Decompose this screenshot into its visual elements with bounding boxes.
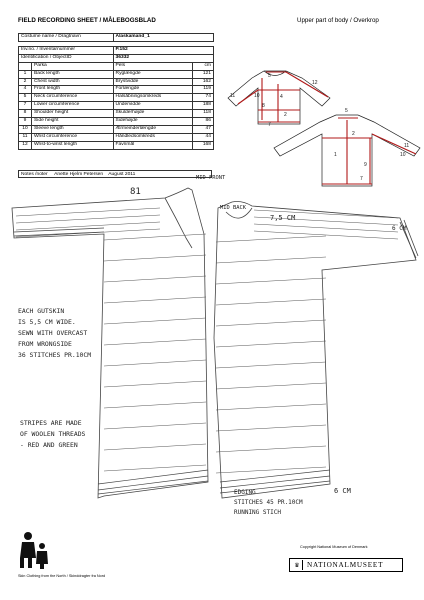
front-stripe	[104, 381, 206, 387]
back-measure-label: 2	[352, 131, 355, 137]
back-measure-label: 5	[345, 108, 348, 114]
back-width-label: 7,5 CM	[270, 214, 296, 222]
back-stripe	[216, 341, 326, 347]
inv-value: P.152	[113, 46, 213, 54]
stripes-note: STRIPES ARE MADE OF WOOLEN THREADS - RED AND GREEN	[20, 419, 86, 449]
cell-en: Lower circumference	[32, 102, 114, 110]
front-stripe	[104, 297, 206, 303]
logo-text: NATIONALMUSEET	[307, 561, 384, 569]
inv-label: Inv.no. / Inventarnummer	[19, 46, 114, 54]
table-row	[19, 94, 214, 102]
sleeve-stripe	[254, 224, 398, 232]
notes-date: August 2011	[108, 172, 136, 177]
cell-no: 10	[19, 125, 32, 133]
copyright-text: Copyright National Museum of Denmark	[300, 545, 368, 549]
notes-row	[18, 170, 212, 178]
cell-cm: 188	[193, 102, 214, 110]
cell-da: Brystvidde	[113, 78, 193, 86]
cell-cm: 168	[193, 141, 214, 149]
cell-da: Sidehøjde	[113, 118, 193, 126]
front-measure-label: 4	[280, 94, 283, 100]
table-row	[19, 125, 214, 133]
cell-da: Håndledsomkreds	[113, 133, 193, 141]
cell-da: Ryglængde	[113, 70, 193, 78]
back-stripe	[216, 299, 326, 305]
notes-label: Notes /noter	[21, 172, 48, 177]
front-stripe	[104, 318, 206, 324]
back-stripe	[216, 425, 326, 431]
cell-cm: 86	[193, 118, 214, 126]
front-measure-label: 5	[268, 73, 271, 79]
cell-da: Undervidde	[113, 102, 193, 110]
table-row	[19, 102, 214, 110]
cell-en: Front length	[32, 86, 114, 94]
back-stripe	[216, 236, 326, 242]
back-measure-label: 9	[364, 162, 367, 168]
front-measure-label: 12	[312, 80, 318, 86]
sheet-title: FIELD RECORDING SHEET / MÅLEBOGSBLAD	[18, 17, 156, 24]
table-row	[19, 118, 214, 126]
front-hood-edge	[165, 198, 192, 248]
front-measure-label: 10	[254, 93, 260, 99]
section-title: Upper part of body / Overkrop	[297, 17, 379, 24]
table-row	[19, 110, 214, 118]
cell-en: Sleeve length	[32, 125, 114, 133]
cell-en: Wrist-to-wrist length	[32, 141, 114, 149]
table-row	[19, 70, 214, 78]
edge-width-label: 6 CM	[334, 487, 351, 495]
sleeve-stripe	[16, 208, 160, 216]
cell-no: 4	[19, 86, 32, 94]
cell-da: Forlængde	[113, 86, 193, 94]
cell-cm: 47	[193, 125, 214, 133]
front-stripe	[104, 444, 206, 450]
item-number: 81	[130, 187, 141, 197]
back-stripe	[216, 404, 326, 410]
cell-cm: 44	[193, 133, 214, 141]
cell-en: Wrist circumference	[32, 133, 114, 141]
front-measure-label: 8	[262, 103, 265, 109]
back-stripe	[216, 362, 326, 368]
project-text: Skin Clothing from the North / Skinddragter fra Nord	[18, 574, 106, 578]
cell-no: 8	[19, 110, 32, 118]
back-stripe	[216, 320, 326, 326]
cell-no: 11	[19, 133, 32, 141]
col-cm: cm	[193, 62, 214, 70]
cell-no: 7	[19, 102, 32, 110]
front-stripe	[104, 276, 206, 282]
costume-value: Alaskamand_1	[113, 34, 213, 42]
back-measure-label: 11	[404, 143, 410, 149]
col-pels: Pels	[113, 62, 193, 70]
front-measure-label: 2	[284, 112, 287, 118]
cell-no: 2	[19, 78, 32, 86]
back-measure-label: 7	[360, 176, 363, 182]
table-row	[19, 141, 214, 149]
front-stripe	[104, 339, 206, 345]
back-panel-outline	[214, 202, 416, 499]
figure-pictogram-icon	[18, 526, 50, 570]
cell-cm: 121	[193, 70, 214, 78]
back-stripe	[216, 383, 326, 389]
cell-cm: 162	[193, 78, 214, 86]
front-measure-label: 11	[230, 93, 236, 99]
sleeve-stripe	[254, 231, 398, 239]
measurement-table	[18, 33, 214, 150]
cell-en: Chest width	[32, 78, 114, 86]
back-stripe	[216, 278, 326, 284]
back-measure-label: 10	[400, 152, 406, 158]
cell-cm: 118	[193, 110, 214, 118]
table-row	[19, 78, 214, 86]
table-row	[19, 86, 214, 94]
crown-icon: ♛	[292, 560, 303, 570]
table-row	[19, 133, 214, 141]
front-stripe	[104, 402, 206, 408]
front-stripe	[104, 423, 206, 429]
cell-da: Halsåbningsomkreds	[113, 94, 193, 102]
cell-cm: 74	[193, 94, 214, 102]
front-stripe	[104, 234, 206, 240]
back-stripe	[216, 257, 326, 263]
cell-en: Back length	[32, 70, 114, 78]
cell-da: Ærmeinderlængde	[113, 125, 193, 133]
ident-value: 36332	[113, 54, 213, 62]
cell-en: Neck circumference	[32, 94, 114, 102]
cuff-width-label: 6 CM	[392, 225, 407, 232]
cell-no: 1	[19, 70, 32, 78]
cell-da: Favnmål	[113, 141, 193, 149]
back-stripe	[216, 446, 326, 452]
edging-note: EDGING STITCHES 45 PR.10CM RUNNING STICH	[234, 489, 303, 516]
sleeve-stripe	[16, 229, 160, 237]
parka-front-diagram	[228, 71, 330, 124]
cell-cm: 119	[193, 86, 214, 94]
mid-back-label: MID BACK	[220, 205, 246, 211]
costume-label: Costume name / Dragtnavn	[19, 34, 114, 42]
cell-en: Side height	[32, 118, 114, 126]
cell-no: 5	[19, 94, 32, 102]
sleeve-stripe	[16, 215, 160, 223]
measurement-diagram	[224, 60, 424, 190]
nationalmuseet-logo	[289, 558, 403, 572]
gutskin-note: EACH GUTSKIN IS 5,5 CM WIDE. SEWN WITH OVERCAST FROM WRONGSIDE 36 STITCHES PR.10CM	[18, 307, 92, 359]
back-measure-label: 1	[334, 152, 337, 158]
front-stripe	[104, 255, 206, 261]
cell-no: 9	[19, 118, 32, 126]
cell-en: Shoulder height	[32, 110, 114, 118]
notes-author: Anette Hjelm Petersen	[54, 172, 104, 177]
col-parka: Parka	[32, 62, 114, 70]
mid-front-label: MID FRONT	[196, 175, 226, 181]
front-stripe	[104, 465, 206, 471]
front-stripe	[104, 360, 206, 366]
front-measure-label: 7	[268, 122, 271, 128]
cell-da: Skulderhøjde	[113, 110, 193, 118]
cell-no: 12	[19, 141, 32, 149]
ident-label: Identification / ObjectID	[19, 54, 114, 62]
